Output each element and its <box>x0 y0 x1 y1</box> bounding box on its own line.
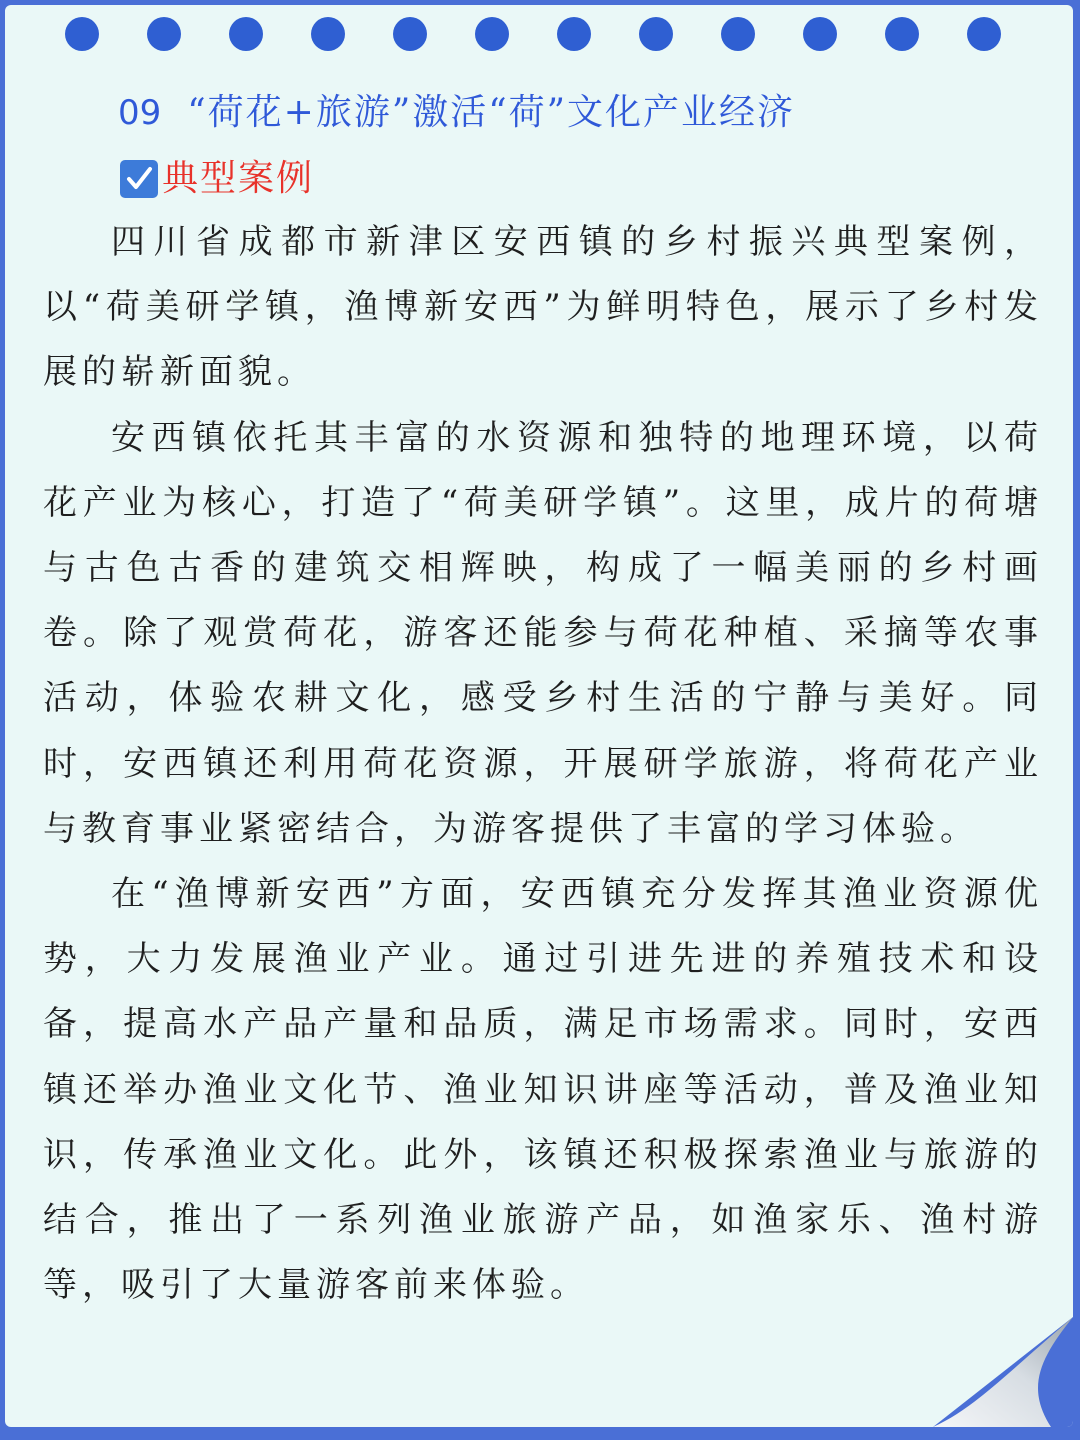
binder-holes <box>5 17 1073 53</box>
binder-hole <box>229 17 263 51</box>
page-curl <box>933 1317 1073 1427</box>
paragraph-fishery: 在“渔博新安西”方面，安西镇充分发挥其渔业资源优势，大力发展渔业产业。通过引进先进的养殖技术和设备，提高水产品产量和品质，满足市场需求。同时，安西镇还举办渔业文化节、渔业知识讲座等活动，普及渔业知识，传承渔业文化。此外，该镇还积极探索渔业与旅游的结合，推出了一系列渔业旅游产品，如渔家乐、渔村游等，吸引了大量游客前来体验。 <box>43 874 1043 1306</box>
section-number: 09 <box>118 93 162 133</box>
binder-hole <box>475 17 509 51</box>
binder-hole <box>147 17 181 51</box>
binder-hole <box>639 17 673 51</box>
typical-case-text: 典型案例 <box>162 158 315 199</box>
typical-case-label <box>120 153 314 205</box>
checkbox-icon <box>120 160 158 198</box>
binder-hole <box>393 17 427 51</box>
binder-hole <box>65 17 99 51</box>
section-title <box>118 87 795 139</box>
binder-hole <box>557 17 591 51</box>
binder-hole <box>311 17 345 51</box>
paragraph-intro: 四川省成都市新津区安西镇的乡村振兴典型案例，以“荷美研学镇，渔博新安西”为鲜明特色，展示了乡村发展的崭新面貌。 <box>43 222 1043 393</box>
binder-hole <box>885 17 919 51</box>
paragraph-lotus: 安西镇依托其丰富的水资源和独特的地理环境，以荷花产业为核心，打造了“荷美研学镇”。这里，成片的荷塘与古色古香的建筑交相辉映，构成了一幅美丽的乡村画卷。除了观赏荷花，游客还能参与荷花种植、采摘等农事活动，体验农耕文化，感受乡村生活的宁静与美好。同时，安西镇还利用荷花资源，开展研学旅游，将荷花产业与教育事业紧密结合，为游客提供了丰富的学习体验。 <box>43 417 1043 849</box>
binder-hole <box>803 17 837 51</box>
article-body <box>43 210 1043 1318</box>
binder-hole <box>967 17 1001 51</box>
notebook-page <box>5 5 1073 1427</box>
section-title-text: “荷花+旅游”激活“荷”文化产业经济 <box>187 92 796 133</box>
binder-hole <box>721 17 755 51</box>
